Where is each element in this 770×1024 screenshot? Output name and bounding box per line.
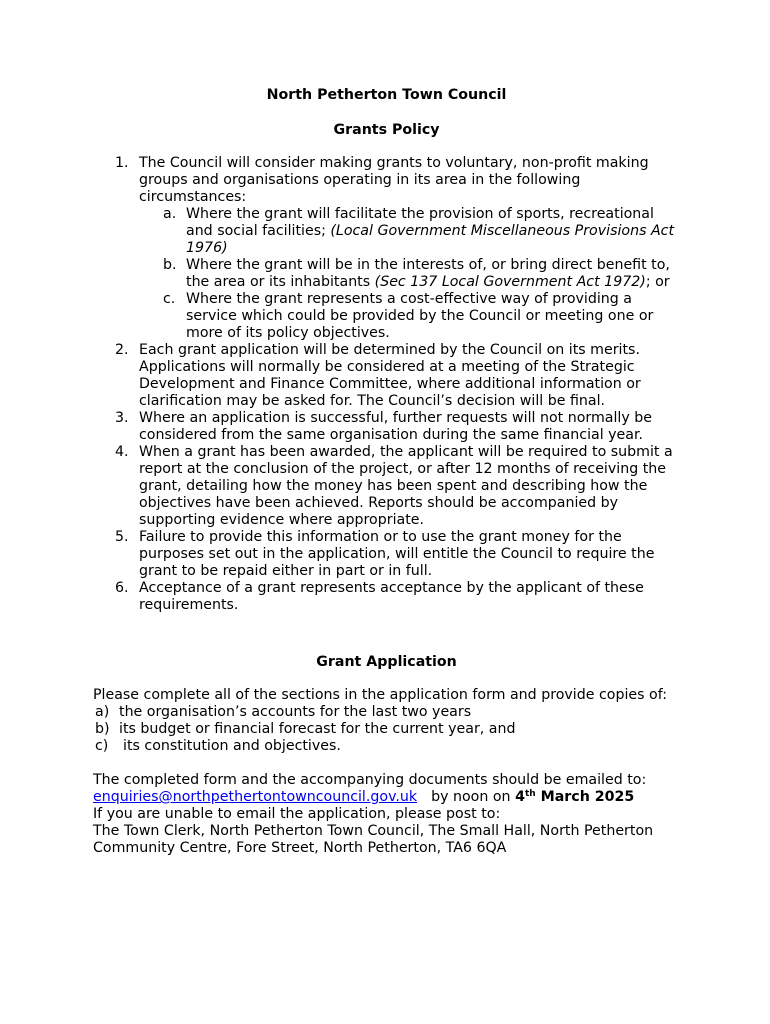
requirement-label: c) <box>95 738 109 754</box>
requirement-label: b) <box>95 721 110 737</box>
policy-subitem-b <box>139 257 680 291</box>
policy-item-text: Each grant application will be determined by the Council on its merits. Applications will normally be considered at a meeting of the Strategic Development and Finance Committee, where additional information or clarification may be asked for. The Council’s decision will be final. <box>139 342 641 409</box>
policy-item-number: 3. <box>115 410 129 426</box>
deadline-month: March <box>540 789 590 805</box>
policy-item-6 <box>93 580 680 614</box>
deadline-suffix: th <box>524 789 536 799</box>
spacer <box>93 755 680 772</box>
policy-item-text: Where an application is successful, further requests will not normally be considered from the same organisation during the same financial year. <box>139 410 653 443</box>
policy-item-3 <box>93 410 680 444</box>
policy-title: Grants Policy <box>333 122 440 138</box>
policy-subitem-a <box>139 206 680 257</box>
policy-subitem-letter: b. <box>163 257 177 273</box>
policy-item-1 <box>93 155 680 342</box>
policy-subitem-letter: a. <box>163 206 177 222</box>
policy-item-number: 1. <box>115 155 129 171</box>
requirements-list <box>93 704 680 755</box>
policy-subitem-letter: c. <box>163 291 176 307</box>
policy-subitem-suffix: ; or <box>645 274 670 290</box>
policy-list <box>93 155 680 614</box>
policy-item-2 <box>93 342 680 410</box>
email-link[interactable]: enquiries@northpethertontowncouncil.gov.uk <box>93 789 418 805</box>
requirement-text: the organisation’s accounts for the last two years <box>119 704 472 720</box>
requirement-item <box>93 704 680 721</box>
application-title: Grant Application <box>316 654 457 670</box>
post-text: If you are unable to email the application, please post to: <box>93 806 501 822</box>
policy-item-text: Acceptance of a grant represents acceptance by the applicant of these requirements. <box>139 580 644 613</box>
policy-item-4 <box>93 444 680 529</box>
policy-subitem-text: Where the grant will facilitate the provision of sports, recreational and social facilities; <box>186 206 654 239</box>
requirement-text: its budget or financial forecast for the current year, and <box>119 721 516 737</box>
policy-item-text: When a grant has been awarded, the applicant will be required to submit a report at the conclusion of the project, or after 12 months of receiving the grant, detailing how the money has been spent and describing how the objectives have been achieved. Reports should be accompanied by supporting evidence where appropriate. <box>139 444 673 528</box>
submission-text: The completed form and the accompanying documents should be emailed to: <box>93 772 647 788</box>
policy-subitem-text: Where the grant represents a cost-effective way of providing a service which could be provided by the Council or meeting one or more of its policy objectives. <box>186 291 654 341</box>
postal-address: The Town Clerk, North Petherton Town Council, The Small Hall, North Petherton Community Centre, Fore Street, North Petherton, TA6 6QA <box>93 823 654 856</box>
policy-item-number: 2. <box>115 342 129 358</box>
deadline-day: 4 <box>515 789 525 805</box>
application-intro: Please complete all of the sections in the application form and provide copies of: <box>93 687 667 703</box>
council-name: North Petherton Town Council <box>266 87 507 103</box>
deadline-year: 2025 <box>594 789 635 805</box>
policy-subitem-citation: (Local Government Miscellaneous Provisions Act 1976) <box>186 223 675 256</box>
deadline-prefix: by noon on <box>431 789 511 805</box>
policy-item-text: The Council will consider making grants to voluntary, non-profit making groups and organisations operating in its area in the following circumstances: <box>139 155 649 205</box>
policy-item-5 <box>93 529 680 580</box>
requirement-item <box>93 738 680 755</box>
requirement-text: its constitution and objectives. <box>123 738 341 754</box>
deadline-date <box>515 789 634 805</box>
requirement-label: a) <box>95 704 110 720</box>
policy-item-text: Failure to provide this information or to use the grant money for the purposes set out in the application, will entitle the Council to require the grant to be repaid either in part or in full. <box>139 529 655 579</box>
requirement-item <box>93 721 680 738</box>
policy-sublist <box>139 206 680 342</box>
policy-subitem-text: Where the grant will be in the interests of, or bring direct benefit to, the area or its inhabitants <box>186 257 670 290</box>
policy-item-number: 6. <box>115 580 129 596</box>
policy-item-number: 4. <box>115 444 129 460</box>
policy-item-number: 5. <box>115 529 129 545</box>
policy-subitem-citation: (Sec 137 Local Government Act 1972) <box>374 274 646 290</box>
policy-subitem-c <box>139 291 680 342</box>
submission-paragraph <box>93 772 680 806</box>
